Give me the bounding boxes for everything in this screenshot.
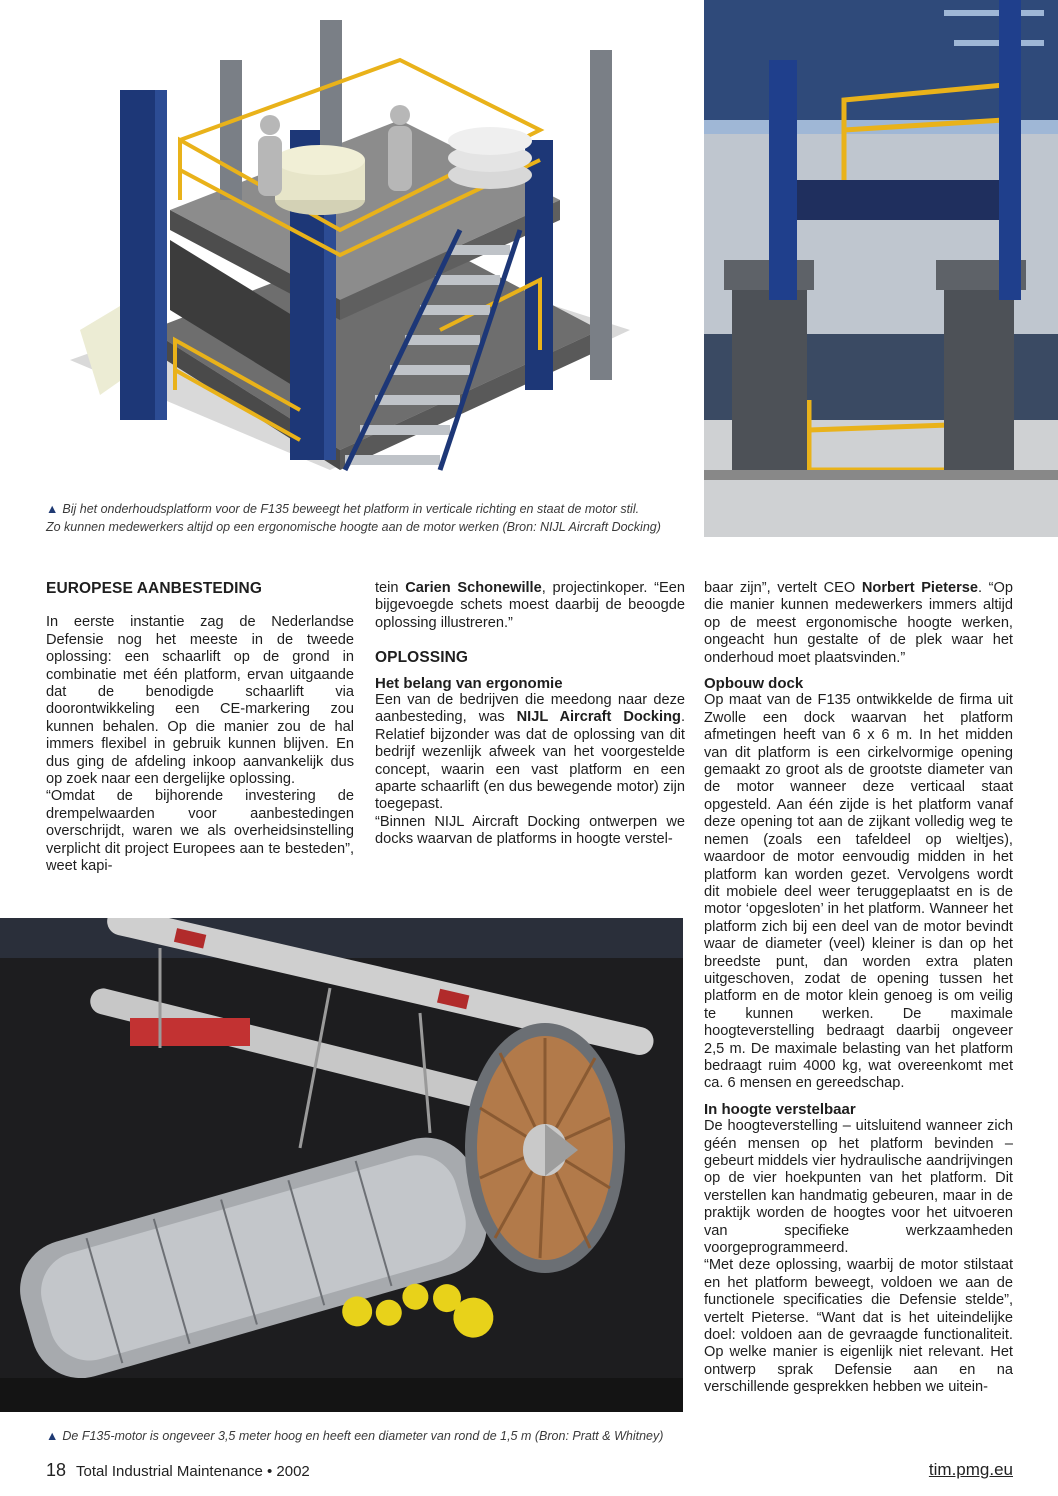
subheading-in-hoogte-verstelbaar: In hoogte verstelbaar	[704, 1100, 856, 1118]
caption-marker-icon: ▲	[46, 1429, 59, 1443]
f135-engine-drawing	[0, 918, 683, 1412]
platform-render-drawing	[0, 0, 690, 490]
col1-paragraph-1: In eerste instantie zag de Nederlandse Defensie nog het meeste in de tweede oplossing: een schaarlift op de grond in combinatie met één platform, ervan uitgaande dat de benodigde schaarlift via doorontwikkeling een CE-markering zou kunnen behalen. Op die manier zou de hal immers flexibel in gebruik kunnen blijven. En dus ging de afdeling inkoop aanvankelijk dus op zoek naar een dergelijke oplossing.	[46, 614, 354, 788]
subheading-het-belang-van-ergonomie: Het belang van ergonomie	[375, 674, 563, 692]
col2-paragraph-1: tein Carien Schonewille, projectinkoper. “Een bijgevoegde schets moest daarbij de beoogde oplossing illustreren.”	[375, 580, 685, 631]
article-column-1	[46, 580, 354, 876]
dock-hall-drawing	[704, 0, 1058, 537]
section-heading-europese-aanbesteding: EUROPESE AANBESTEDING	[46, 580, 262, 597]
platform-render-image	[0, 0, 690, 490]
platform-caption-line2: Zo kunnen medewerkers altijd op een ergonomische hoogte aan de motor werken (Bron: NIJL Aircraft Docking)	[46, 520, 661, 534]
section-heading-oplossing: OPLOSSING	[375, 649, 469, 667]
website-link[interactable]: tim.pmg.eu	[928, 1460, 1013, 1479]
page-number: 18	[46, 1460, 67, 1480]
person-name-norbert-pieterse: Norbert Pieterse	[861, 580, 978, 596]
engine-caption-text: De F135-motor is ongeveer 3,5 meter hoog en heeft een diameter van rond de 1,5 m (Bron: Pratt & Whitney)	[62, 1429, 664, 1443]
f135-engine-photo	[0, 918, 683, 1412]
publication-name: Total Industrial Maintenance • 2002	[76, 1463, 310, 1480]
col3-paragraph-1: baar zijn”, vertelt CEO Norbert Pieterse. “Op die manier kunnen medewerkers immers altijd op de meest ergonomische hoogte werken, ongeacht hun gestalte of de plek waar het onderhoud moet plaatsvinden.”	[704, 580, 1014, 666]
engine-caption	[46, 1427, 696, 1445]
col2-paragraph-2: Een van de bedrijven die meedong naar deze aanbesteding, was NIJL Aircraft Docking. Relatief bijzonder was dat de oplossing van dit bedrijf wezenlijk afweek van het voorgestelde concept, waarin een vast platform en een aparte schaarlift (en dus bewegende motor) zijn toegepast.	[375, 692, 685, 813]
page-footer	[46, 1460, 310, 1481]
caption-marker-icon: ▲	[46, 502, 59, 516]
col3-paragraph-4: “Met deze oplossing, waarbij de motor stilstaat en het platform beweegt, voldoen we aan de functionele specificaties die Defensie stelde”, vertelt Pieterse. “Want dat is het uiteindelijke doel: voldoen aan de gevraagde functionaliteit. Op welke manier is eigenlijk niet relevant. Het ontwerp sprak Defensie aan en na verschillende gesprekken hebben we uitein-	[704, 1257, 1013, 1396]
company-name-nijl: NIJL Aircraft Docking	[516, 709, 681, 726]
person-name-carien-schonewille: Carien Schonewille	[405, 580, 542, 596]
col3-paragraph-3: De hoogteverstelling – uitsluitend wanneer zich géén mensen op het platform bevinden – gebeurt middels vier hydraulische aandrijvingen op de vier hoekpunten van het platform. Dit verstellen kan handmatig gebeuren, maar in de praktijk worden de hoogtes voor het uitvoeren van specifieke werkzaamheden voorgeprogrammeerd.	[704, 1118, 1013, 1257]
col1-paragraph-2: “Omdat de bijhorende investering de drempelwaarden voor aanbestedingen overschrijdt, waren we als overheidsinstelling verplicht dit project Europees aan te besteden”, weet kapi-	[46, 788, 354, 875]
article-column-2	[375, 580, 685, 849]
dock-hall-photo	[704, 0, 1058, 537]
subheading-opbouw-dock: Opbouw dock	[704, 675, 804, 693]
article-column-3	[704, 580, 1013, 1397]
col3-paragraph-2: Op maat van de F135 ontwikkelde de firma uit Zwolle een dock waarvan het platform afmetingen heeft van 6 x 6 m. In het midden van dit platform is een cirkelvormige opening gemaakt zo groot als de grootste diameter van de motor wanneer deze verticaal staat opgesteld. Aan één zijde is het platform vanaf deze opening tot aan de zijkant volledig weg te nemen (zoals een tafeldeel op wieltjes), waardoor de motor eenvoudig midden in het platform kan worden gezet. Vervolgens wordt dit mobiele deel weer teruggeplaatst en is de motor ‘opgesloten’ in het platform. Wanneer het platform zich bij een deel van de motor bevindt waar de diameter (veel) kleiner is dan op het breedste punt, dan worden extra platen uitgeschoven, zodat de opening tussen het platform en de motor klein genoeg is om veilig te kunnen werken. De maximale hoogteverstelling bedraagt daarbij ongeveer 2,5 m. De maximale belasting van het platform bedraagt ruim 4000 kg, wat overeenkomt met ca. 6 mensen en gereedschap.	[704, 692, 1013, 1092]
platform-caption-line1: Bij het onderhoudsplatform voor de F135 beweegt het platform in verticale richting en staat de motor stil.	[62, 502, 640, 516]
col2-paragraph-3: “Binnen NIJL Aircraft Docking ontwerpen we docks waarvan de platforms in hoogte verstel-	[375, 813, 685, 848]
platform-caption	[46, 500, 696, 536]
